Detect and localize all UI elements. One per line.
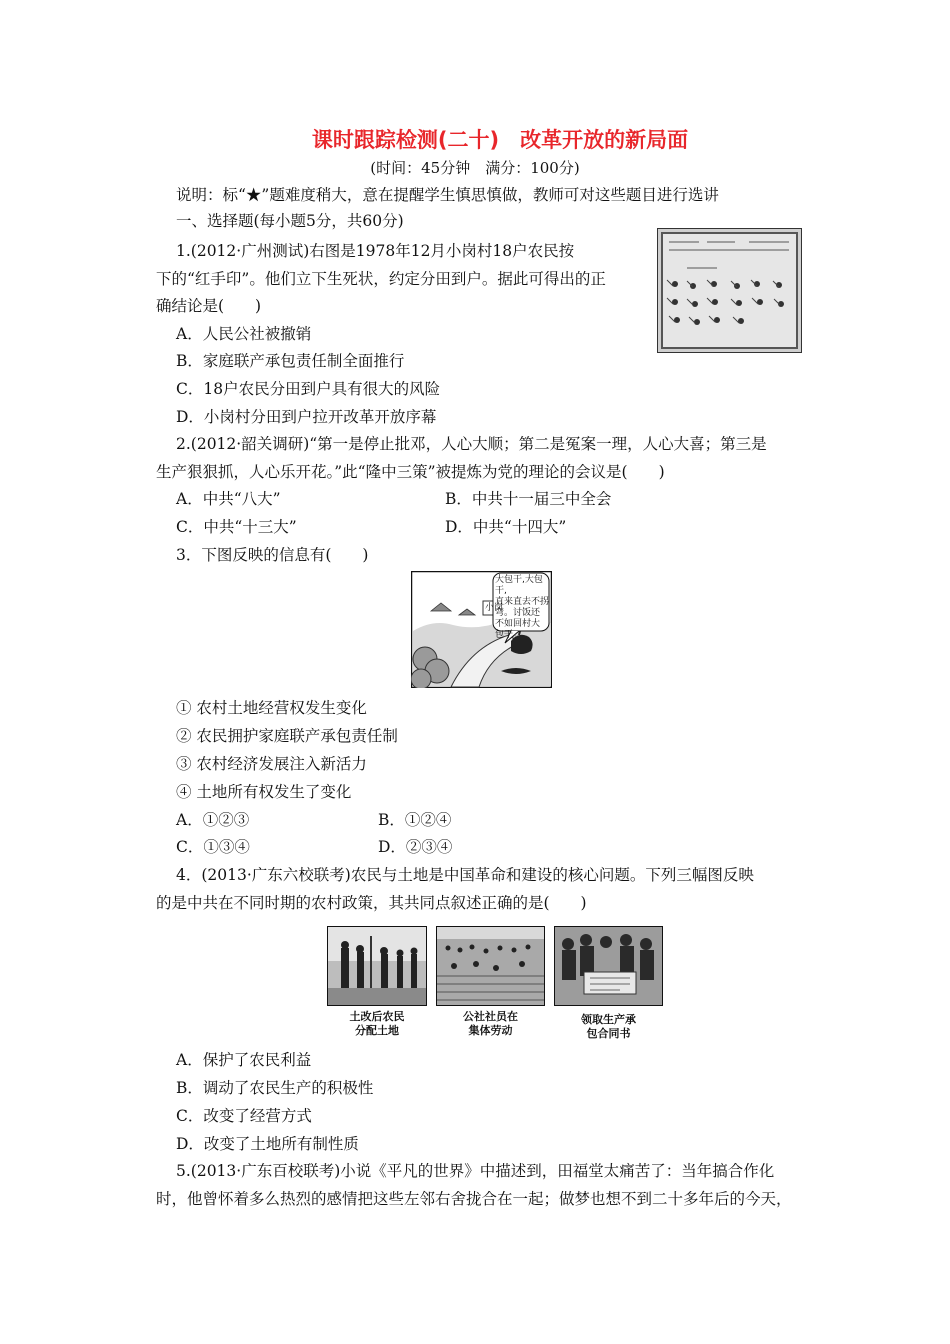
q4-option-d: D．改变了土地所有制性质: [176, 1135, 359, 1153]
q4-line-1: 4．(2013·广东六校联考)农民与土地是中国革命和建设的核心问题。下列三幅图反映: [176, 866, 754, 884]
caption-land-reform: [327, 1010, 427, 1038]
page-subtitle: (时间：45分钟 满分：100分): [370, 159, 580, 177]
cartoon-bubble-line-5: 包干。: [495, 630, 523, 640]
q2-option-b: B．中共十一届三中全会: [445, 490, 612, 508]
caption-contract: [554, 1013, 663, 1041]
cartoon-image: [411, 571, 552, 688]
q3-option-b: B．①②④: [378, 811, 452, 829]
q2-line-2: 生产狠狠抓，人心乐开花。”此“隆中三策”被提炼为党的理论的会议是( ): [156, 463, 665, 481]
caption-3-line-2: 包合同书: [586, 1027, 631, 1040]
cartoon-bubble-line-3: 弯。讨饭还: [495, 608, 541, 618]
section-heading: 一、选择题(每小题5分，共60分): [176, 212, 404, 230]
caption-2-line-2: 集体劳动: [468, 1024, 513, 1037]
q3-item-4: ④ 土地所有权发生了变化: [176, 783, 352, 801]
q4-option-a: A．保护了农民利益: [176, 1051, 312, 1069]
caption-1-line-1: 土改后农民: [349, 1010, 405, 1023]
q3-option-c: C．①③④: [176, 838, 250, 856]
cartoon-bubble-line-4: 不如回村大: [495, 619, 541, 629]
q3-item-3: ③ 农村经济发展注入新活力: [176, 755, 367, 773]
q3-item-2: ② 农民拥护家庭联产承包责任制: [176, 727, 398, 745]
q4-option-c: C．改变了经营方式: [176, 1107, 312, 1125]
q3-stem: 3．下图反映的信息有( ): [176, 546, 369, 564]
q1-option-c: C．18户农民分田到户具有很大的风险: [176, 380, 441, 398]
caption-1-line-2: 分配土地: [355, 1024, 399, 1037]
caption-3-line-1: 领取生产承: [581, 1013, 636, 1026]
photo-contract: [554, 926, 663, 1006]
cartoon-sign: 小岗: [484, 603, 503, 613]
q1-line-3: 确结论是( ): [156, 297, 262, 315]
red-handprint-document-image: [657, 228, 802, 353]
cartoon-bubble-line-2: 直来直去不拐: [495, 597, 550, 607]
q2-option-d: D．中共“十四大”: [445, 518, 567, 536]
q4-line-2: 的是中共在不同时期的农村政策，其共同点叙述正确的是( ): [156, 894, 587, 912]
q2-option-a: A．中共“八大”: [176, 490, 281, 508]
caption-commune-labor: [436, 1010, 545, 1038]
q1-option-a: A．人民公社被撤销: [176, 325, 312, 343]
q3-item-1: ① 农村土地经营权发生变化: [176, 699, 367, 717]
q4-option-b: B．调动了农民生产的积极性: [176, 1079, 374, 1097]
cartoon-bubble-line-1: 大包干,大包干,: [495, 575, 543, 596]
q1-line-1: 1.(2012·广州测试)右图是1978年12月小岗村18户农民按: [176, 242, 575, 260]
q1-option-d: D．小岗村分田到户拉开改革开放序幕: [176, 408, 437, 426]
caption-2-line-1: 公社社员在: [463, 1010, 518, 1023]
q2-option-c: C．中共“十三大”: [176, 518, 297, 536]
instruction-note: 说明：标“★”题难度稍大，意在提醒学生慎思慎做，教师可对这些题目进行选讲: [176, 186, 719, 204]
q3-option-a: A．①②③: [176, 811, 250, 829]
q5-line-2: 时，他曾怀着多么热烈的感情把这些左邻右舍拢合在一起；做梦也想不到二十多年后的今天，: [156, 1190, 792, 1208]
q2-line-1: 2.(2012·韶关调研)“第一是停止批邓，人心大顺；第二是冤案一理，人心大喜；第三是: [176, 435, 767, 453]
q3-option-d: D．②③④: [378, 838, 453, 856]
photo-land-reform: [327, 926, 427, 1006]
q5-line-1: 5.(2013·广东百校联考)小说《平凡的世界》中描述到，田福堂太痛苦了：当年搞合作化: [176, 1162, 775, 1180]
q1-line-2: 下的“红手印”。他们立下生死状，约定分田到户。据此可得出的正: [156, 270, 606, 288]
photo-commune-labor: [436, 926, 545, 1006]
page-title: 课时跟踪检测(二十) 改革开放的新局面: [311, 128, 689, 152]
q1-option-b: B．家庭联产承包责任制全面推行: [176, 352, 405, 370]
